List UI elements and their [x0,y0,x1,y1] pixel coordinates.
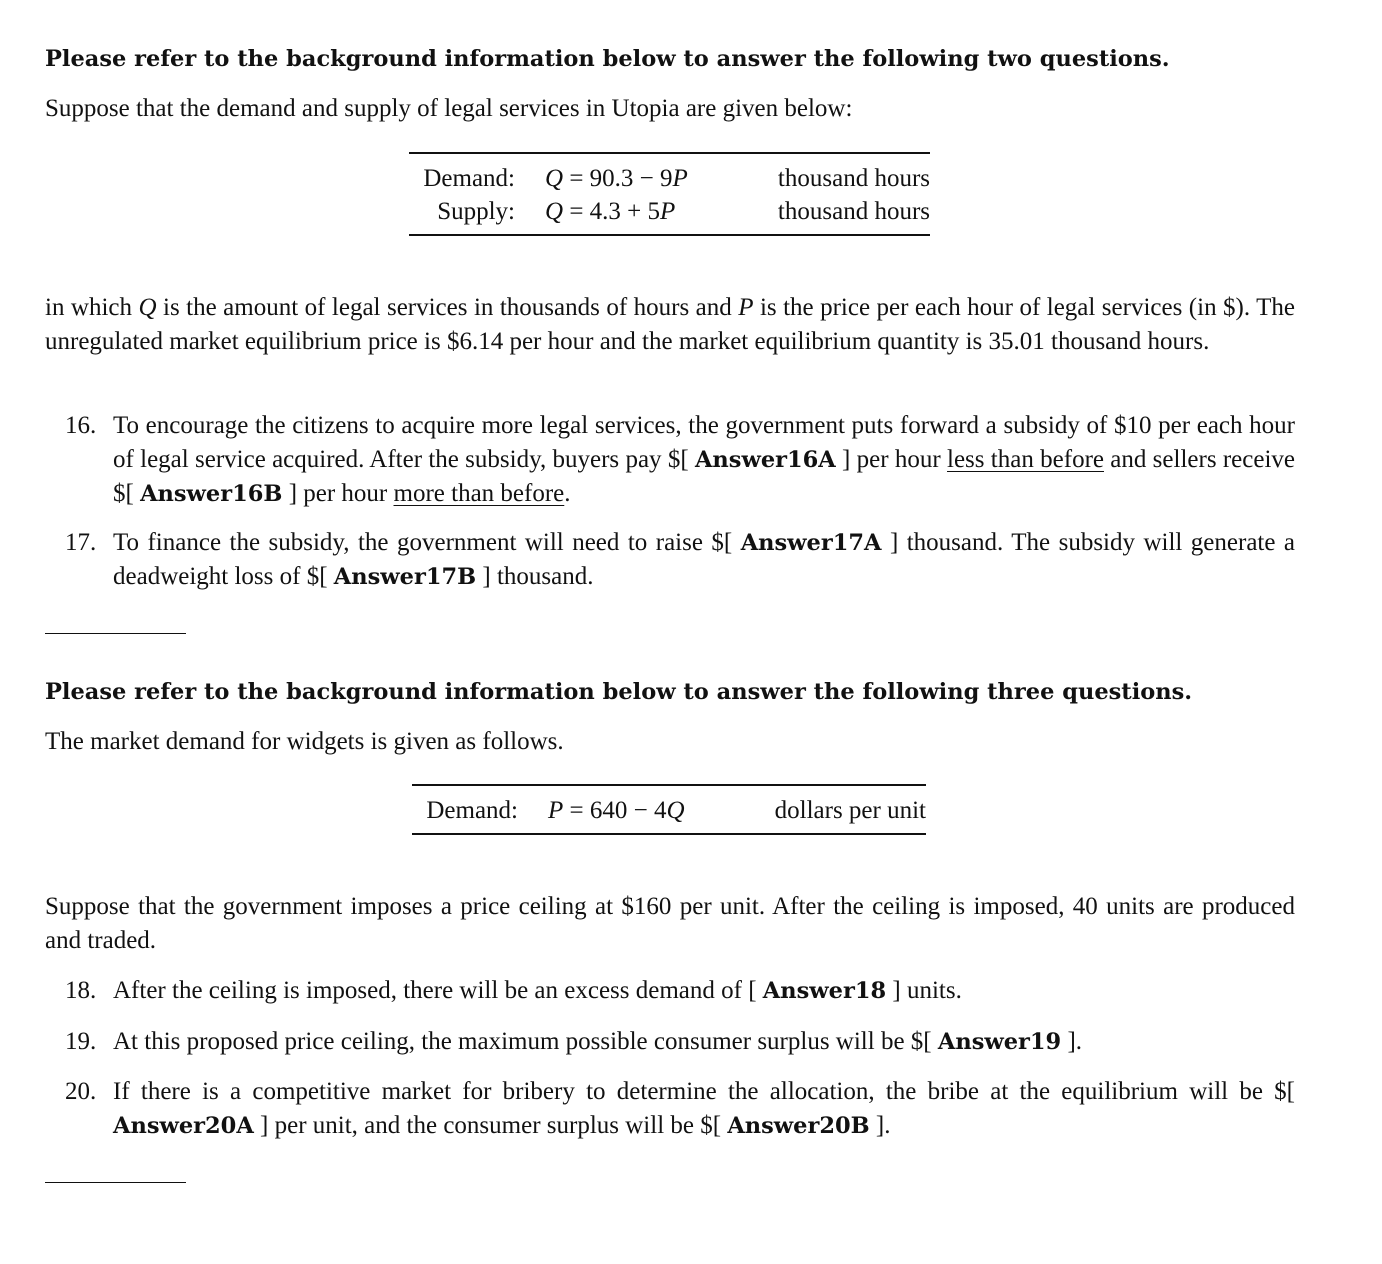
answer-16a-field[interactable]: Answer16A [694,447,836,473]
supply-demand-table [409,152,930,236]
question-number: 20. [65,1078,97,1105]
equation-unit: thousand hours [777,164,930,192]
answer-16b-field[interactable]: Answer16B [140,481,283,507]
equation-label: Demand: [426,796,518,824]
question-18 [45,974,1295,1008]
question-number: 17. [65,529,97,556]
section1-intro: Suppose that the demand and supply of legal services in Utopia are given below: [45,95,853,122]
question-17 [45,526,1295,594]
question-number: 18. [65,977,97,1004]
equation-unit: thousand hours [777,197,930,225]
question-text: If there is a competitive market for bribery to determine the allocation, the bribe at the equilibrium will be $[ Answer20A ] per unit, and the consumer surplus will be $[ Answer20B ]. [113,1078,1295,1139]
equation-unit: dollars per unit [774,796,926,824]
question-text: To encourage the citizens to acquire more legal services, the government puts forward a subsidy of $10 per each hour of legal service acquired. After the subsidy, buyers pay $[ Answer16A ] per hour less than before and sellers receive $[ Answer16B ] per hour more than before. [113,412,1295,507]
equation-formula: Q = 90.3 − 9P [545,164,688,192]
equation-formula: Q = 4.3 + 5P [545,197,676,225]
question-number: 16. [65,412,97,439]
section1-description: in which Q is the amount of legal services in thousands of hours and P is the price per each hour of legal services (in $). The unregulated market equilibrium price is $6.14 per hour and the market equilibrium quantity is 35.01 thousand hours. [45,294,1295,355]
demand-equation-row [409,162,930,195]
section-divider [45,1182,186,1183]
section-divider [45,633,186,634]
section2-heading: Please refer to the background information below to answer the following three questions. [45,679,1193,705]
answer-17b-field[interactable]: Answer17B [333,564,477,590]
answer-18-field[interactable]: Answer18 [762,978,887,1004]
answer-20b-field[interactable]: Answer20B [727,1113,870,1139]
question-20 [45,1075,1295,1143]
question-text: After the ceiling is imposed, there will be an excess demand of [ Answer18 ] units. [113,977,962,1004]
question-number: 19. [65,1028,97,1055]
widget-demand-table [412,784,926,835]
question-text: To finance the subsidy, the government will need to raise $[ Answer17A ] thousand. The subsidy will generate a deadweight loss of $[ Answer17B ] thousand. [113,529,1296,590]
section2-description: Suppose that the government imposes a price ceiling at $160 per unit. After the ceiling is imposed, 40 units are produced and traded. [45,893,1295,954]
answer-20a-field[interactable]: Answer20A [113,1113,254,1139]
demand-equation-row [412,794,926,827]
equation-label: Demand: [423,164,515,192]
question-16 [45,409,1295,511]
question-19 [45,1025,1295,1059]
question-text: At this proposed price ceiling, the maximum possible consumer surplus will be $[ Answer19 ]. [113,1028,1083,1055]
answer-19-field[interactable]: Answer19 [937,1029,1062,1055]
equation-formula: P = 640 − 4Q [548,796,685,824]
equation-label: Supply: [437,197,515,225]
supply-equation-row [409,195,930,228]
section1-heading: Please refer to the background information below to answer the following two questions. [45,46,1170,72]
section2-intro: The market demand for widgets is given as follows. [45,728,564,755]
answer-17a-field[interactable]: Answer17A [740,530,882,556]
